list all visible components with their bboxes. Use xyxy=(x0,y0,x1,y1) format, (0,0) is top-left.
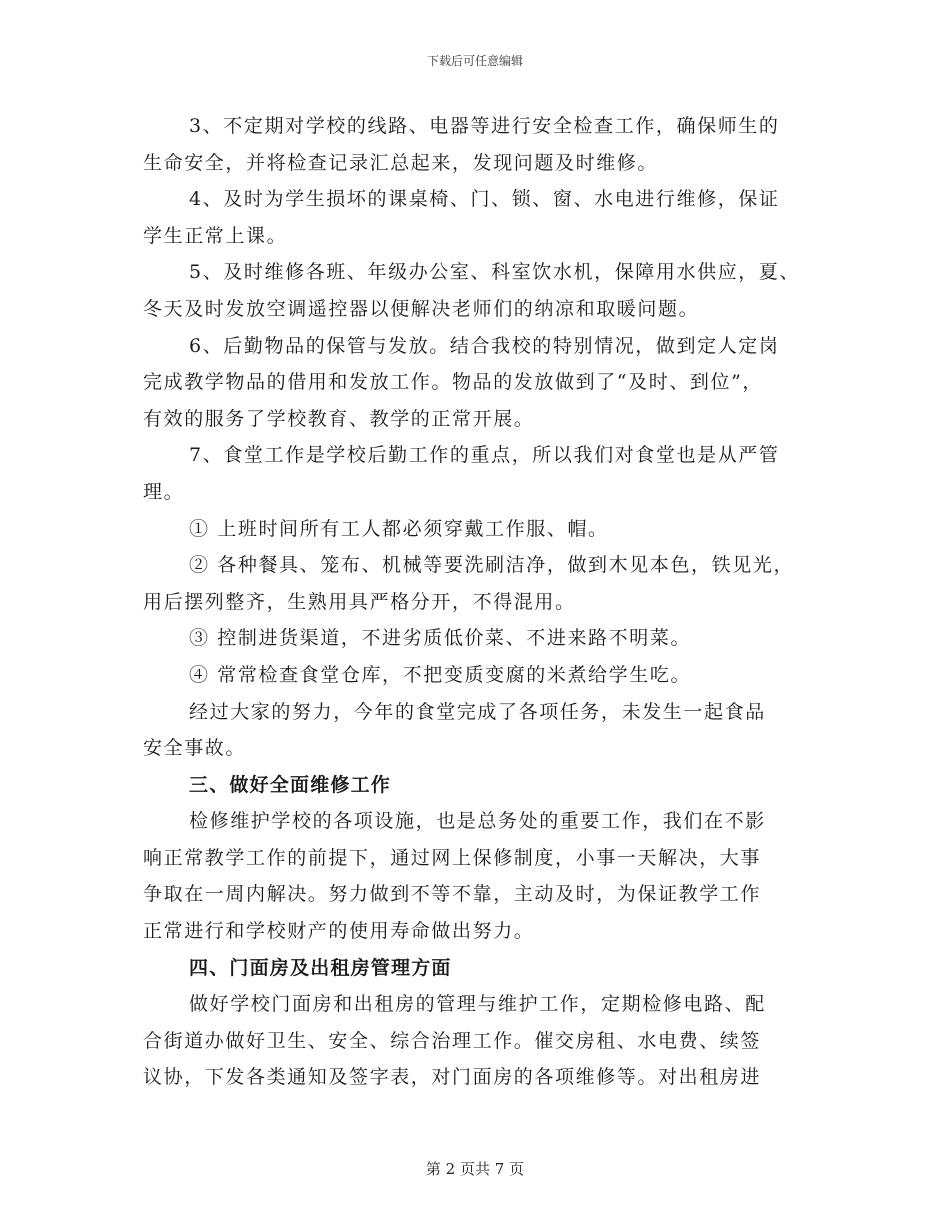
body-text-line: 5、及时维修各班、年级办公室、科室饮水机，保障用水供应，夏、 xyxy=(189,261,801,284)
body-text-line: 理。 xyxy=(143,480,185,503)
body-text-line: 完成教学物品的借用和发放工作。物品的发放做到了“及时、到位”， xyxy=(143,371,764,394)
body-text-line: 合街道办做好卫生、安全、综合治理工作。催交房租、水电费、续签 xyxy=(143,1029,762,1052)
body-text-line: 有效的服务了学校教育、教学的正常开展。 xyxy=(143,407,535,430)
body-text-line: ② 各种餐具、笼布、机械等要洗刷洁净，做到木见本色，铁见光， xyxy=(189,554,795,577)
body-text-line: 争取在一周内解决。努力做到不等不靠，主动及时，为保证教学工作 xyxy=(143,883,762,906)
body-text-line: 经过大家的努力，今年的食堂完成了各项任务，未发生一起食品 xyxy=(189,700,766,723)
page-number: 第 2 页共 7 页 xyxy=(425,1160,525,1178)
body-text-line: 6、后勤物品的保管与发放。结合我校的特别情况，做到定人定岗 xyxy=(189,334,780,357)
body-text-line: 做好学校门面房和出租房的管理与维护工作，定期检修电路、配 xyxy=(189,993,766,1016)
body-text-line: 用后摆列整齐，生熟用具严格分开，不得混用。 xyxy=(143,590,576,613)
section-heading: 三、做好全面维修工作 xyxy=(189,773,392,796)
body-text-line: 检修维护学校的各项设施，也是总务处的重要工作，我们在不影 xyxy=(189,810,766,833)
body-text-line: 7、食堂工作是学校后勤工作的重点，所以我们对食堂也是从严管 xyxy=(189,444,780,467)
body-text-line: 安全事故。 xyxy=(143,737,247,760)
body-text-line: ③ 控制进货渠道，不进劣质低价菜、不进来路不明菜。 xyxy=(189,627,692,650)
body-text-line: 议协，下发各类通知及签字表，对门面房的各项维修等。对出租房进 xyxy=(143,1066,762,1089)
section-heading: 四、门面房及出租房管理方面 xyxy=(189,956,452,979)
body-text-line: 4、及时为学生损坏的课桌椅、门、锁、窗、水电进行维修，保证 xyxy=(189,188,780,211)
document-body xyxy=(143,108,823,1096)
body-text-line: ④ 常常检查食堂仓库，不把变质变腐的米煮给学生吃。 xyxy=(189,663,692,686)
body-text-line: 3、不定期对学校的线路、电器等进行安全检查工作，确保师生的 xyxy=(189,115,780,137)
body-text-line: 正常进行和学校财产的使用寿命做出努力。 xyxy=(143,920,535,943)
body-text-line: 冬天及时发放空调遥控器以便解决老师们的纳凉和取暖问题。 xyxy=(143,297,700,320)
body-text-line: ① 上班时间所有工人都必须穿戴工作服、帽。 xyxy=(189,517,609,540)
body-text-line: 响正常教学工作的前提下，通过网上保修制度，小事一天解决，大事 xyxy=(143,846,762,869)
body-text-line: 生命安全，并将检查记录汇总起来，发现问题及时维修。 xyxy=(143,151,659,174)
body-text-line: 学生正常上课。 xyxy=(143,224,288,247)
page-header-note: 下载后可任意编辑 xyxy=(426,54,523,68)
